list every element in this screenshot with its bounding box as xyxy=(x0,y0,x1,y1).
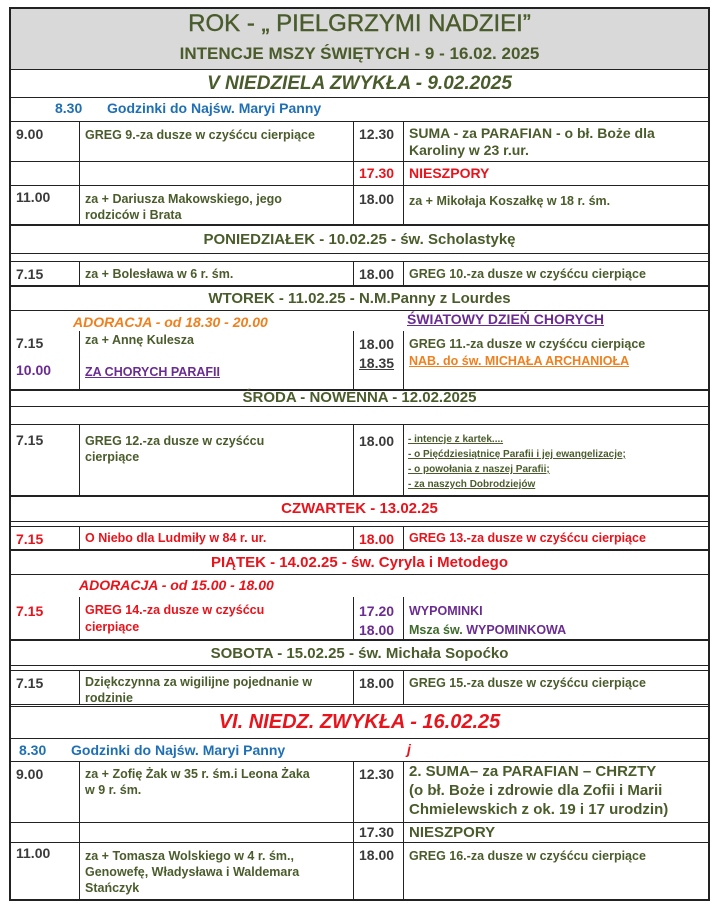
monday-title-row xyxy=(11,226,708,254)
mass-time: 18.00 xyxy=(359,433,395,449)
sunday2-note-mark: j xyxy=(407,741,411,757)
wypominki-time: 17.20 xyxy=(359,603,395,619)
wednesday-title-row xyxy=(11,391,708,407)
mass-row xyxy=(11,122,708,162)
sunday1-note-time: 8.30 xyxy=(55,100,83,116)
mass-time: 18.00 xyxy=(359,622,395,638)
vespers-row xyxy=(11,823,708,843)
mass-time: 18.00 xyxy=(359,191,395,207)
mass-row xyxy=(11,843,708,899)
vespers-time: 17.30 xyxy=(359,824,395,840)
tuesday-title-row xyxy=(11,287,708,311)
mass-intention: Stańczyk xyxy=(85,881,140,895)
mass-time: 7.15 xyxy=(16,335,44,351)
header xyxy=(11,9,708,70)
sunday1-note-text: Godzinki do Najśw. Maryi Panny xyxy=(107,100,322,116)
mass-intention: Msza św. WYPOMINKOWA xyxy=(409,623,567,637)
sunday2-note-text: Godzinki do Najśw. Maryi Panny xyxy=(71,742,286,758)
vespers-label: NIESZPORY xyxy=(409,165,490,181)
mass-intention: Genowefę, Władysława i Waldemara xyxy=(85,865,300,879)
mass-row xyxy=(11,425,708,497)
mass-time: 12.30 xyxy=(359,766,395,782)
mass-intention: SUMA - za PARAFIAN - o bł. Boże dla xyxy=(409,125,655,141)
thursday-title-row xyxy=(11,497,708,522)
mass-intention: GREG 15.-za dusze w czyśćcu cierpiące xyxy=(409,676,646,690)
mass-intention: cierpiące xyxy=(85,450,140,464)
novena-label: NAB. do św. MICHAŁA ARCHANIOŁA xyxy=(409,354,630,368)
mass-time: 7.15 xyxy=(16,603,44,619)
mass-row xyxy=(11,527,708,551)
mass-time: 11.00 xyxy=(16,189,51,205)
monday-title: PONIEDZIAŁEK - 10.02.25 - św. Scholastykę xyxy=(203,231,516,248)
header-subtitle: INTENCJE MSZY ŚWIĘTYCH - 9 - 16.02. 2025 xyxy=(179,44,540,63)
tuesday-title: WTOREK - 11.02.25 - N.M.Panny z Lourdes xyxy=(208,290,511,307)
mass-row xyxy=(11,262,708,287)
header-title: ROK - „ PIELGRZYMI NADZIEI” xyxy=(188,10,531,37)
mass-intention: za + Zofię Żak w 35 r. śm.i Leona Żaka xyxy=(85,767,310,781)
mass-time: 9.00 xyxy=(16,126,44,142)
mass-time: 9.00 xyxy=(16,766,44,782)
world-day-of-sick-label: ŚWIATOWY DZIEŃ CHORYCH xyxy=(407,311,605,327)
mass-intention: GREG 11.-za dusze w czyśćcu cierpiące xyxy=(409,337,646,351)
mass-intention: za + Mikołaja Koszałkę w 18 r. śm. xyxy=(409,194,611,208)
mass-intention: ZA CHORYCH PARAFII xyxy=(85,365,220,379)
mass-intention: rodziców i Brata xyxy=(85,208,182,222)
friday-block xyxy=(11,575,708,641)
sunday2-note-row xyxy=(11,739,708,762)
sunday2-title: VI. NIEDZ. ZWYKŁA - 16.02.25 xyxy=(218,711,501,733)
wednesday-title: ŚRODA - NOWENNA - 12.02.2025 xyxy=(242,389,477,406)
mass-intention: GREG 16.-za dusze w czyśćcu cierpiące xyxy=(409,849,646,863)
mass-time: 12.30 xyxy=(359,126,395,142)
mass-time: 18.00 xyxy=(359,675,395,691)
mass-intention: GREG 14.-za dusze w czyśćcu xyxy=(85,603,265,617)
wypominki-label: WYPOMINKI xyxy=(409,604,483,618)
friday-title-row xyxy=(11,551,708,575)
adoration-label: ADORACJA - od 18.30 - 20.00 xyxy=(73,314,268,330)
mass-time: 7.15 xyxy=(16,675,44,691)
mass-intention: rodzinie xyxy=(85,691,133,705)
mass-intention: za + Dariusza Makowskiego, jego xyxy=(85,192,282,206)
mass-time: 11.00 xyxy=(16,845,51,861)
mass-time: 7.15 xyxy=(16,531,44,547)
thursday-title: CZWARTEK - 13.02.25 xyxy=(281,500,438,517)
mass-intention: (o bł. Boże i zdrowie dla Zofii i Marii xyxy=(409,782,663,799)
mass-intention: za + Annę Kulesza xyxy=(85,333,194,347)
intention-item: - o Pięćdziesiątnicę Parafii i jej ewangelizacje; xyxy=(408,449,626,460)
adoration-label: ADORACJA - od 15.00 - 18.00 xyxy=(79,577,274,593)
mass-row xyxy=(11,186,708,226)
tuesday-block xyxy=(11,311,708,391)
mass-time: 18.00 xyxy=(359,336,395,352)
vespers-row xyxy=(11,162,708,186)
mass-time: 18.00 xyxy=(359,531,395,547)
mass-intention: za + Bolesława w 6 r. śm. xyxy=(85,267,234,281)
mass-time: 18.00 xyxy=(359,847,395,863)
mass-time: 10.00 xyxy=(16,362,52,378)
saturday-title-row xyxy=(11,641,708,666)
mass-intention: cierpiące xyxy=(85,620,140,634)
intention-item: - za naszych Dobrodziejów xyxy=(408,479,536,490)
mass-intention: Karoliny w 23 r.ur. xyxy=(409,142,529,158)
mass-intention: GREG 10.-za dusze w czyśćcu cierpiące xyxy=(409,267,646,281)
mass-intention: w 9 r. śm. xyxy=(85,783,142,797)
mass-row xyxy=(11,762,708,823)
vespers-time: 17.30 xyxy=(359,165,395,181)
mass-intention: Dziękczynna za wigilijne pojednanie w xyxy=(85,675,313,689)
intention-item: - intencje z kartek.... xyxy=(408,434,504,445)
mass-intention: O Niebo dla Ludmiły w 84 r. ur. xyxy=(85,531,267,545)
sunday1-note-row xyxy=(11,98,708,122)
mass-intention: GREG 12.-za dusze w czyśćcu xyxy=(85,434,265,448)
sunday2-note-time: 8.30 xyxy=(19,742,47,758)
vespers-label: NIESZPORY xyxy=(409,824,496,841)
mass-intention: GREG 9.-za dusze w czyśćcu cierpiące xyxy=(85,128,315,142)
intention-item: - o powołania z naszej Parafii; xyxy=(408,464,550,475)
mass-intention: za + Tomasza Wolskiego w 4 r. śm., xyxy=(85,849,294,863)
mass-intention: Chmielewskich z ok. 19 i 17 urodzin) xyxy=(409,801,669,818)
sunday2-title-row xyxy=(11,707,708,739)
mass-time: 18.00 xyxy=(359,266,395,282)
mass-intention: 2. SUMA– za PARAFIAN – CHRZTY xyxy=(409,763,657,780)
mass-time: 7.15 xyxy=(16,266,44,282)
friday-title: PIĄTEK - 14.02.25 - św. Cyryla i Metodego xyxy=(210,554,509,571)
schedule-table xyxy=(9,7,710,901)
mass-intention: GREG 13.-za dusze w czyśćcu cierpiące xyxy=(409,531,646,545)
mass-time: 7.15 xyxy=(16,432,44,448)
sunday1-title-row xyxy=(11,70,708,98)
mass-row xyxy=(11,671,708,707)
novena-time: 18.35 xyxy=(359,355,395,371)
sunday1-title: V NIEDZIELA ZWYKŁA - 9.02.2025 xyxy=(207,73,512,94)
saturday-title: SOBOTA - 15.02.25 - św. Michała Sopoćko xyxy=(210,645,509,662)
